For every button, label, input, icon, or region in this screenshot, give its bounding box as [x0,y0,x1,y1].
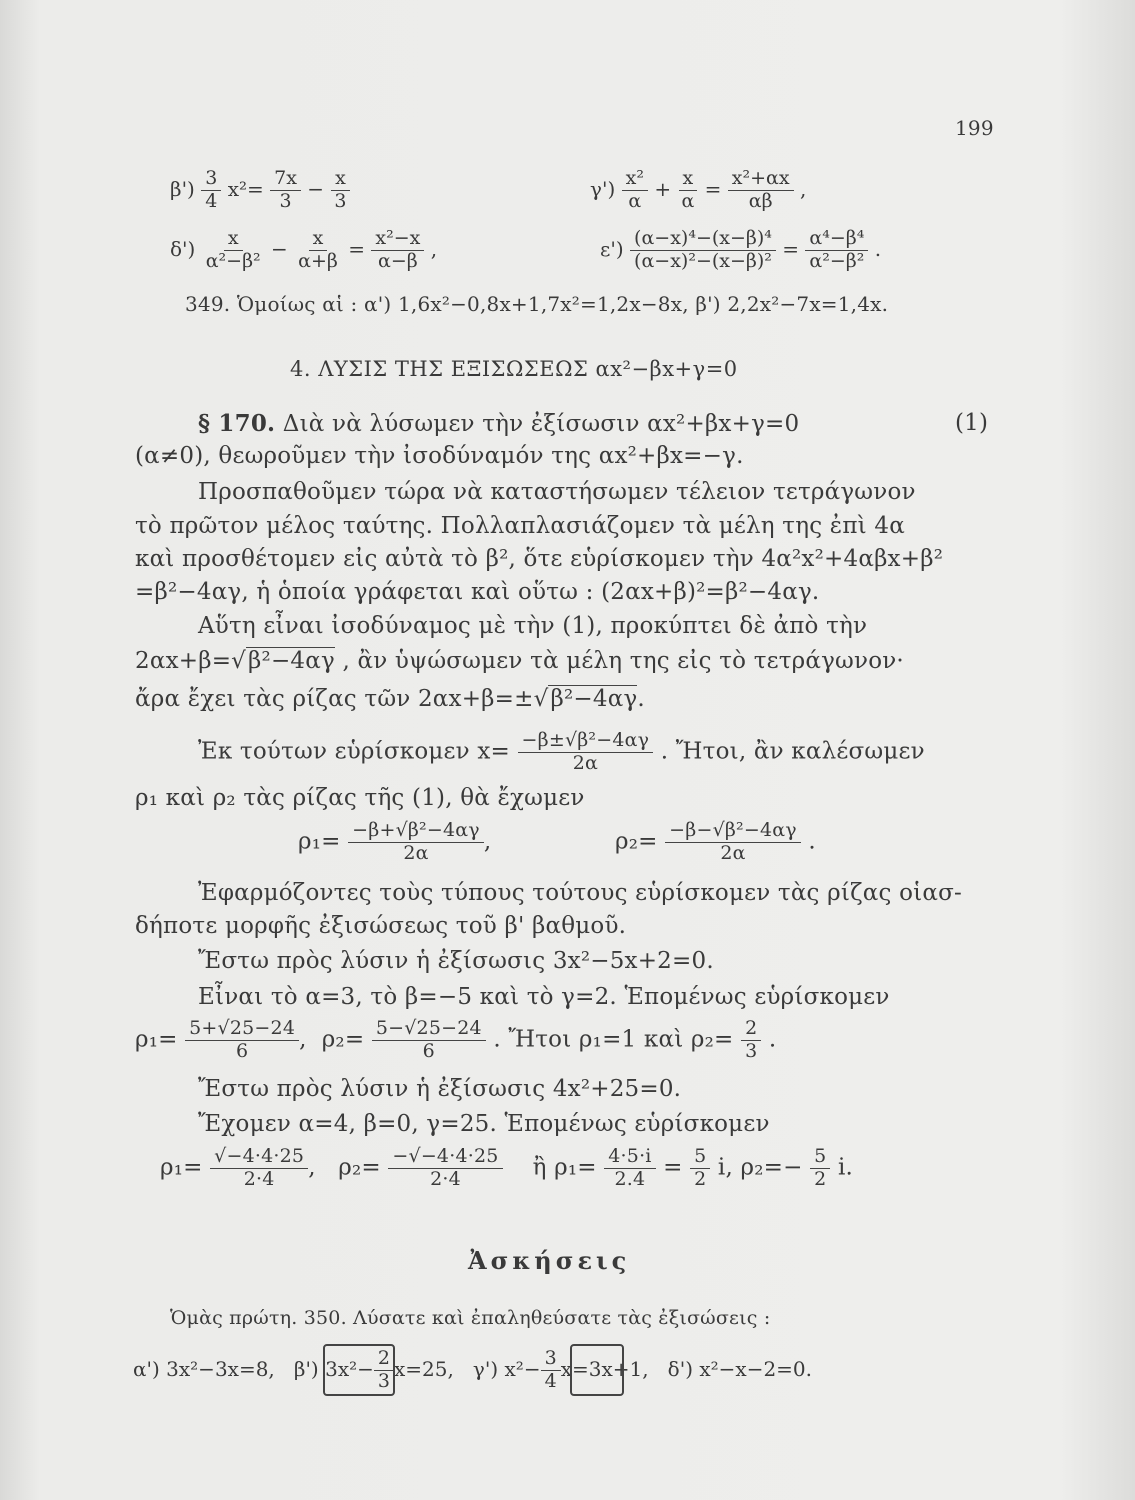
paragraph-170-line2: (α≠0), θεωροῦμεν τὴν ἰσοδύναμόν της αx²+βx=−γ. [135,443,744,469]
frac-den: α+β [298,249,338,272]
handwritten-box-gamma [570,1344,624,1396]
frac-den: 6 [235,1039,249,1062]
eq-term: x²= [227,176,264,201]
frac-num: 2 [374,1348,394,1371]
rho2-formula: ρ₂= $\frac{\text{−β−√β²−4αγ}}{2\alpha}$ . [615,819,816,864]
frac-num: 5 [810,1146,830,1169]
frac-num: 5+√25−24 [185,1018,299,1041]
equation-ref: (1) [955,410,989,436]
eq-op: + [654,176,672,201]
exercise-b-end: x=25, [393,1356,454,1381]
frac-num: −β+√β²−4αγ [348,820,484,843]
frac-num: x [679,168,698,191]
exercise-g-label: γ') [472,1356,499,1381]
frac-num: 3 [541,1348,561,1371]
frac-den: 3 [279,189,292,212]
exercise-b-label: β') [293,1356,319,1381]
exercise-350-line [133,1348,812,1393]
frac-den: 2α [720,841,746,864]
label: ρ₁= [160,1154,203,1181]
frac-num: x²+αx [728,168,794,191]
equation-delta [170,228,437,273]
frac-den: α [628,189,642,212]
frac-num: (α−x)⁴−(x−β)⁴ [630,228,776,251]
frac-num: x [309,228,328,251]
text-line: Ἔχομεν α=4, β=0, γ=25. Ἑπομένως εὑρίσκομεν [198,1111,770,1137]
frac-num: 4·5·i [604,1146,655,1169]
frac-den: 2·4 [430,1167,461,1190]
exercise-g-end: x=3x+1, [560,1356,649,1381]
section-number: § 170. [198,410,276,437]
label: ρ₂=− [740,1154,803,1181]
frac-num: √−4·4·25 [210,1146,308,1169]
formula: 2αx+β=√ [135,648,247,674]
frac-den: (α−x)²−(x−β)² [634,249,772,272]
eq-op: = [782,236,800,261]
exercise-d: δ') x²−x−2=0. [667,1356,813,1381]
eq-label: γ') [590,176,616,201]
label: ρ₂= [615,828,658,855]
eq-end: . [874,236,882,261]
formula: ἄρα ἔχει τὰς ρίζας τῶν 2αx+β=±√ [135,686,549,712]
text-line: Ἔστω πρὸς λύσιν ἡ ἐξίσωσις 4x²+25=0. [198,1076,682,1102]
label: ρ₁= [135,1026,178,1053]
text-line: καὶ προσθέτομεν εἰς αὐτὰ τὸ β², ὅτε εὑρίσκομεν τὴν 4α²x²+4αβx+β² [135,546,944,572]
equation-gamma [590,168,806,213]
rho1-formula: ρ₁= $\frac{\text{−β+√β²−4αγ}}{2\alpha}$ , [298,819,492,864]
frac-den: α²−β² [205,249,261,272]
eq-label: β') [170,176,195,201]
text: . Ἤτοι, ἂν καλέσωμεν [660,738,925,765]
eq-end: , [799,176,807,201]
text-line [135,648,904,674]
text-line: Εἶναι τὸ α=3, τὸ β=−5 καὶ τὸ γ=2. Ἑπομένως εὑρίσκομεν [198,984,890,1010]
eq-label: δ') [170,236,196,261]
text-line: =β²−4αγ, ἡ ὁποία γράφεται καὶ οὕτω : (2αx+β)²=β²−4αγ. [135,579,820,605]
eq-end: , [430,236,438,261]
exercise-a: α') 3x²−3x=8, [133,1356,275,1381]
text-line: ρ₁ καὶ ρ₂ τὰς ρίζας τῆς (1), θὰ ἔχωμεν [135,785,585,811]
eq-op: = [663,1154,683,1181]
frac-num: −β−√β²−4αγ [665,820,801,843]
text-line: τὸ πρῶτον μέλος ταύτης. Πολλαπλασιάζομεν τὰ μέλη της ἐπὶ 4α [135,513,905,539]
frac-den: α [681,189,695,212]
example1-roots: ρ₁= $\frac{5+√25-24}{6}$ , ρ₂= $\frac{5-√25-24}{6}$ . Ἤτοι ρ₁=1 καὶ ρ₂= $\frac{2}{3}$ . [135,1017,777,1062]
text-line: Προσπαθοῦμεν τώρα νὰ καταστήσωμεν τέλειον τετράγωνον [198,479,916,505]
frac-num: −√−4·4·25 [388,1146,502,1169]
frac-den: 2α [572,751,599,774]
text-line: Αὕτη εἶναι ἰσοδύναμος μὲ τὴν (1), προκύπτει δὲ ἀπὸ τὴν [198,613,868,639]
text-line: Ἐφαρμόζοντες τοὺς τύπους τούτους εὑρίσκομεν τὰς ρίζας οἱασ- [198,880,962,906]
label: ρ₂= [321,1026,365,1053]
frac-num: x² [622,168,648,191]
frac-den: 2 [814,1167,827,1190]
text-line: Ἔστω πρὸς λύσιν ἡ ἐξίσωσις 3x²−5x+2=0. [198,948,714,974]
frac-den: 2·4 [243,1167,275,1190]
frac-den: α²−β² [809,249,865,272]
frac-den: 6 [422,1039,435,1062]
frac-den: 2.4 [614,1167,646,1190]
equation-epsilon [600,228,881,273]
example2-roots: ρ₁= $\frac{√-4\cdot 4\cdot 25}{2\cdot 4}$ , ρ₂= $\frac{-√-4\cdot 4\cdot 25}{2\cdot 4}$ ἢ ρ₁= $\frac{4\cdot 5\cdot i}{2.4}$ = $\frac{5}{2}$ i, ρ₂=− $\frac{5}{2}$ i. [160,1145,854,1190]
frac-num: 2 [741,1018,761,1041]
text: i. [837,1154,854,1181]
frac-num: x [331,168,350,191]
text: . Ἤτοι ρ₁=1 καὶ ρ₂= [493,1026,734,1053]
section-title: 4. ΛΥΣΙΣ ΤΗΣ ΕΞΙΣΩΣΕΩΣ αx²−βx+γ=0 [290,357,738,381]
paragraph-170-line1 [198,410,799,437]
text: ἢ ρ₁= [532,1154,597,1181]
exercise-349: 349. Ὁμοίως αἱ : α') 1,6x²−0,8x+1,7x²=1,2x−8x, β') 2,2x²−7x=1,4x. [185,292,889,316]
radicand: β²−4αγ [550,686,638,712]
eq-op: = [704,176,722,201]
text: . [637,686,645,712]
frac-den: 3 [377,1369,390,1392]
label: ρ₁= [298,828,341,855]
text: Ἐκ τούτων εὑρίσκομεν x= [198,738,510,765]
frac-num: α⁴−β⁴ [805,228,868,251]
radicand: β²−4αγ [248,648,335,674]
frac-den: 4 [205,189,218,212]
frac-num: 7x [270,168,301,191]
frac-num: 5 [690,1146,710,1169]
frac-num: 5−√25−24 [372,1018,486,1041]
eq-op: − [307,176,325,201]
exercises-title: Ἀσκήσεις [468,1246,631,1275]
frac-den: 4 [544,1369,557,1392]
text-line: δήποτε μορφῆς ἐξισώσεως τοῦ β' βαθμοῦ. [135,913,627,939]
frac-num: 3 [201,168,221,191]
frac-den: 3 [745,1039,758,1062]
text-line [135,686,645,712]
label: ρ₂= [338,1154,381,1181]
text-line: Διὰ νὰ λύσωμεν τὴν ἐξίσωσιν αx²+βx+γ=0 [282,411,800,437]
frac-den: 2 [694,1167,707,1190]
eq-op: = [348,236,366,261]
frac-den: αβ [748,189,773,212]
frac-num: −β±√β²−4αγ [518,730,654,753]
equation-beta [170,168,351,213]
text: , ἂν ὑψώσωμεν τὰ μέλη της εἰς τὸ τετράγωνον· [334,648,904,674]
exercise-group-line: Ὁμὰς πρώτη. 350. Λύσατε καὶ ἐπαληθεύσατε τὰς ἐξισώσεις : [170,1307,771,1329]
frac-den: α−β [378,249,418,272]
exercise-b: 3x²− [325,1356,374,1381]
handwritten-box-beta [323,1344,395,1396]
eq-label: ε') [600,236,624,261]
frac-num: x²−x [371,228,424,251]
page-number: 199 [955,116,994,140]
frac-den: 2α [403,841,429,864]
frac-den: 3 [334,189,347,212]
text-line-x-formula [198,730,925,775]
exercise-g: x²− [504,1356,541,1381]
text: i, [717,1154,733,1181]
frac-num: x [224,228,243,251]
eq-op: − [271,236,288,261]
